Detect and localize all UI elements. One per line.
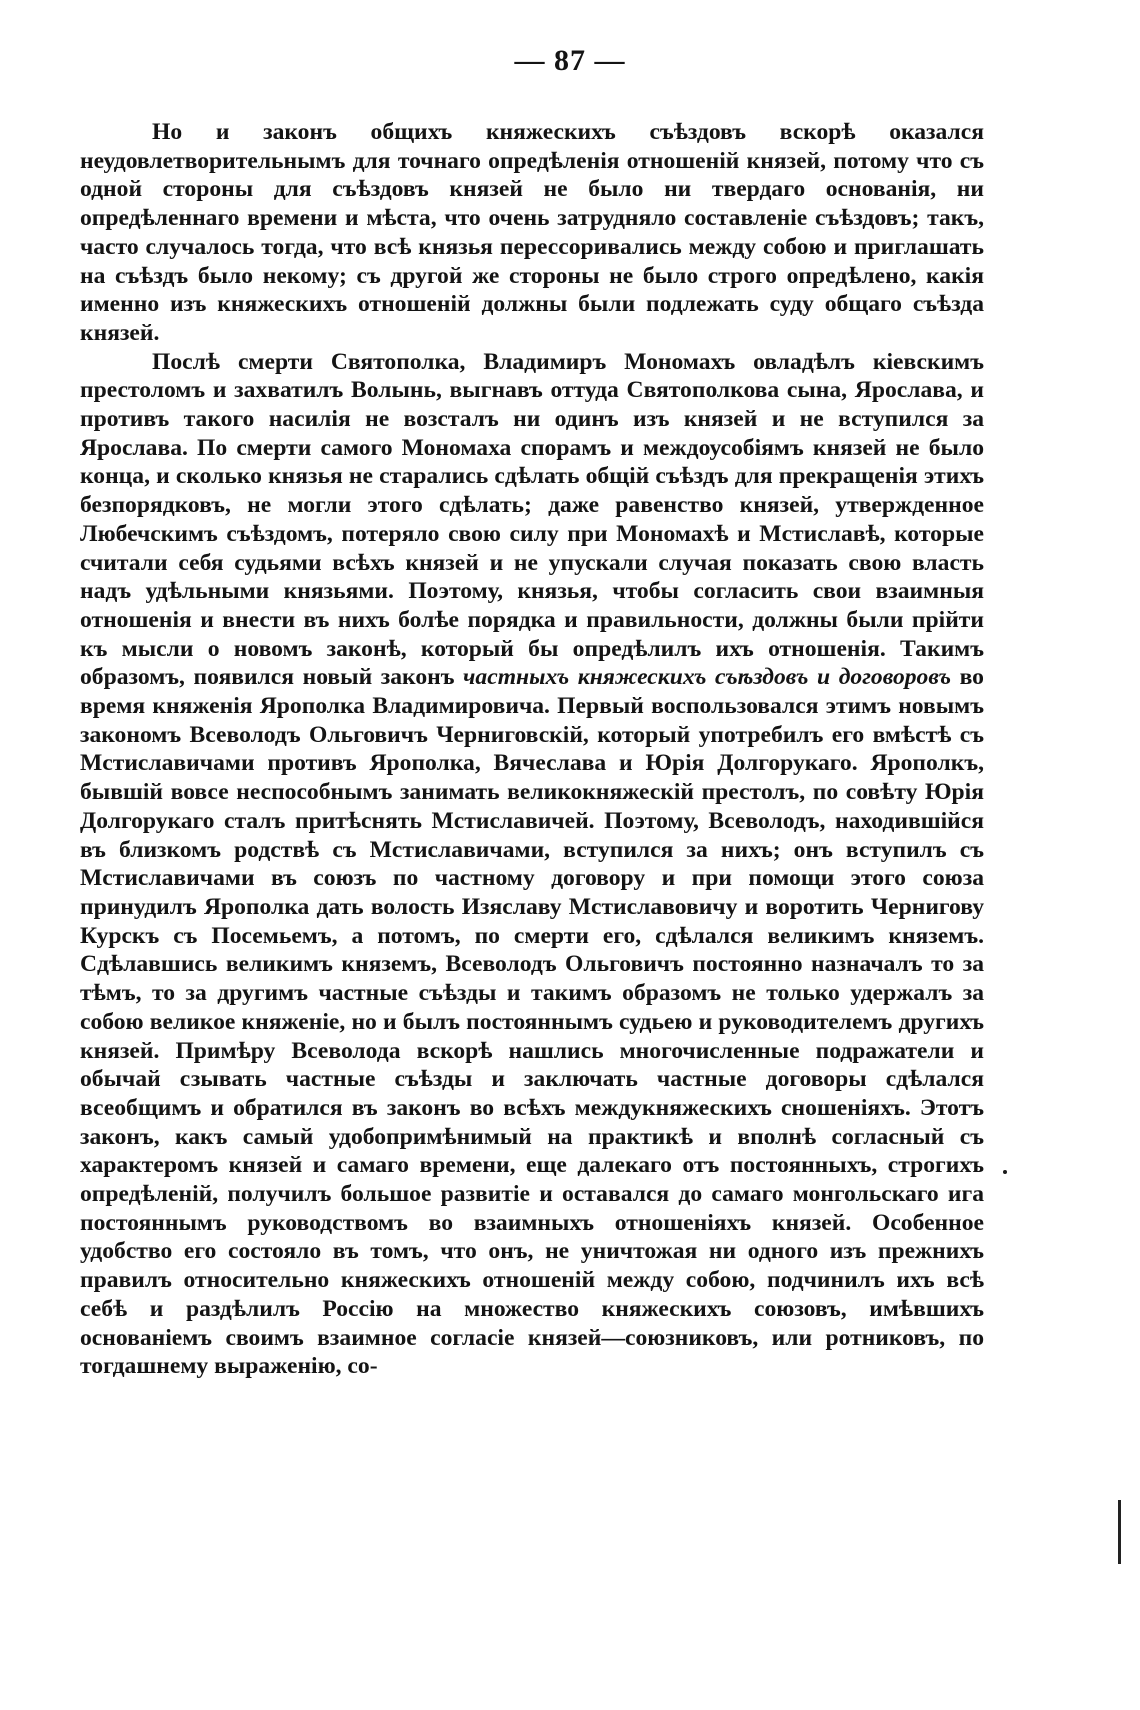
margin-mark-dot xyxy=(1003,1170,1007,1174)
paragraph-2 xyxy=(80,348,984,1381)
paragraph-1: Но и законъ общихъ княжескихъ съѣздовъ вскорѣ оказался неудовлетворительнымъ для точнаго опредѣленія отношеній князей, потому что съ одной стороны для съѣздовъ князей не было ни твердаго основанія, ни опредѣленнаго времени и мѣста, что очень затрудняло составленіе съѣздовъ; такъ, часто случалось тогда, что всѣ князья перессоривались между собою и приглашать на съѣздъ было некому; съ другой же стороны не было строго опредѣлено, какія именно изъ княжескихъ отношеній должны были подлежать суду общаго съѣзда князей. xyxy=(80,119,984,346)
page-number: — 87 — xyxy=(514,44,626,77)
paragraph-2-italic-phrase: частныхъ княжескихъ съѣздовъ и договоровъ xyxy=(463,664,952,691)
paragraph-2-part-2: во время княженія Ярополка Владимировича. Первый воспользовался этимъ новымъ закономъ Всеволодъ Ольговичъ Черниговскій, который употребилъ его вмѣстѣ съ Мстиславичами противъ Ярополка, Вячеслава и Юрія Долгорукаго. Ярополкъ, бывшій вовсе неспособнымъ занимать великокняжескій престолъ, по совѣту Юрія Долгорукаго сталъ притѣснять Мстиславичей. Поэтому, Всеволодъ, находившійся въ близкомъ родствѣ съ Мстиславичами, вступился за нихъ; онъ вступилъ съ Мстиславичами въ союзъ по частному договору и при помощи этого союза принудилъ Ярополка дать волость Изяславу Мстиславовичу и воротить Чернигову Курскъ съ Посемьемъ, а потомъ, по смерти его, сдѣлался великимъ княземъ. Сдѣлавшись великимъ княземъ, Всеволодъ Ольговичъ постоянно назначалъ то за тѣмъ, то за другимъ частные съѣзды и такимъ образомъ не только удержалъ за собою великое княженіе, но и былъ постояннымъ судьею и руководителемъ другихъ князей. Примѣру Всеволода вскорѣ нашлись многочисленные подражатели и обычай сзывать частные съѣзды и заключать частные договоры сдѣлался всеобщимъ и обратился въ законъ во всѣхъ междукняжескихъ сношеніяхъ. Этотъ законъ, какъ самый удобопримѣнимый на практикѣ и вполнѣ согласный съ характеромъ князей и самаго времени, еще далекаго отъ постоянныхъ, строгихъ опредѣленій, получилъ большое развитіе и оставался до самаго монгольскаго ига постояннымъ руководствомъ во взаимныхъ отношеніяхъ князей. Особенное удобство его состояло въ томъ, что онъ, не уничтожая ни одного изъ прежнихъ правилъ относительно княжескихъ отношеній между собою, подчинилъ ихъ всѣ себѣ и раздѣлилъ Россію на множество княжескихъ союзовъ, имѣвшихъ основаніемъ своимъ взаимное согласіе князей—союзниковъ, или ротниковъ, по тогдашнему выраженію, со- xyxy=(80,664,984,1380)
body-text xyxy=(80,118,984,1381)
paragraph-2-part-1: Послѣ смерти Святополка, Владимиръ Мономахъ овладѣлъ кіевскимъ престоломъ и захватилъ Волынь, выгнавъ оттуда Святополкова сына, Ярослава, и противъ такого насилія не возсталъ ни одинъ изъ князей и не вступился за Ярослава. По смерти самого Мономаха спорамъ и междоусобіямъ князей не было конца, и сколько князья не старались сдѣлать общій съѣздъ для прекращенія этихъ безпорядковъ, не могли этого сдѣлать; даже равенство князей, утвержденное Любечскимъ съѣздомъ, потеряло свою силу при Мономахѣ и Мстиславѣ, которые считали себя судьями всѣхъ князей и не упускали случая показать свою власть надъ удѣльными князьями. Поэтому, князья, чтобы согласить свои взаимныя отношенія и внести въ нихъ болѣе порядка и правильности, должны были прійти къ мысли о новомъ законѣ, который бы опредѣлилъ ихъ отношенія. Такимъ образомъ, появился новый законъ xyxy=(80,348,984,691)
margin-mark-bar xyxy=(1118,1500,1121,1564)
